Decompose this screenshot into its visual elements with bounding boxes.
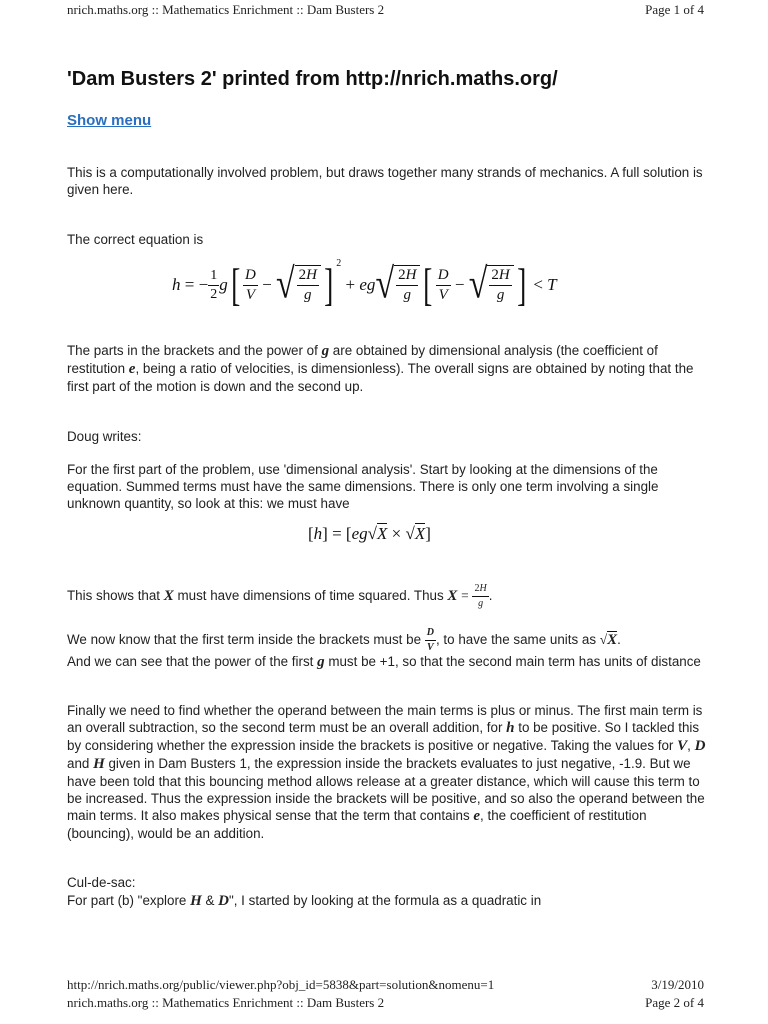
page-header [67,2,704,18]
footer-date: 3/19/2010 [651,977,704,992]
cul-de-sac-label: Cul-de-sac: [67,875,136,890]
footer-url-row [67,977,704,993]
parts-paragraph: The parts in the brackets and the power of g are obtained by dimensional analysis (the coefficient of restitution e, being a ratio of velocities, is dimensionless). The overall signs are obtained by noting that the first part of the motion is down and the second up. [67,343,694,394]
intro-paragraph: This is a computationally involved problem, but draws together many strands of mechanics. A full solution is given here. [67,165,703,197]
header-page-number: Page 1 of 4 [645,2,704,17]
footer-site: nrich.maths.org :: Mathematics Enrichment :: Dam Busters 2 [67,995,385,1010]
dimension-equation: [h] = [eg√X × √X] [308,524,431,543]
part-b-paragraph: For part (b) "explore H & D", I started by looking at the formula as a quadratic in [67,893,542,909]
footer-page-number: Page 2 of 4 [645,995,704,1010]
correct-equation-label: The correct equation is [67,232,204,247]
page-title: 'Dam Busters 2' printed from http://nrich.maths.org/ [67,68,558,90]
finally-paragraph: Finally we need to find whether the operand between the main terms is plus or minus. The first main term is an overall subtraction, so the second term must be an overall addition, for h to be positive. So I tackled this by considering whether the expression inside the brackets is positive or negative. Taking the values for V, D and H given in Dam Busters 1, the expression inside the brackets evaluates to just negative, -1.9. But we have been told that this bouncing method allows release at a greater distance, which will cause this term to be increased. Thus the expression inside the brackets will be positive, and so also the operand between the main terms. It also makes physical sense that the term that contains e, the coefficient of restitution (bouncing), would be an addition. [67,703,706,841]
header-site: nrich.maths.org :: Mathematics Enrichment :: Dam Busters 2 [67,2,385,17]
show-menu-link[interactable]: Show menu [67,112,152,129]
first-part-paragraph: For the first part of the problem, use 'dimensional analysis'. Start by looking at the dimensions of the equation. Summed terms must have the same dimensions. There is only one term involving a single unknown quantity, so look at this: we must have [67,462,659,511]
main-equation: h = − $\frac{1}{2}$ g [ $\frac{D}{V}$ − √ $\frac{2H}{g}$ ] $^2$ + eg √ $\frac{2H}{g}$ [ $\frac{D}{V}$ − √ $\frac{2H}{g}$ ] < T [172,258,557,310]
footer-url: http://nrich.maths.org/public/viewer.php?obj_id=5838&part=solution&nomenu=1 [67,977,495,992]
footer-site-row [67,995,704,1011]
now-paragraph: We now know that the first term inside the brackets must be $\frac{D}{V}$ , to have the same units as √X. And we can see that the power of the first g must be +1, so that the second main term has units of distance [67,627,701,670]
shows-paragraph: This shows that X must have dimensions of time squared. Thus X = $\frac{2H}{g}$ . [67,583,493,609]
doug-writes: Doug writes: [67,429,142,444]
